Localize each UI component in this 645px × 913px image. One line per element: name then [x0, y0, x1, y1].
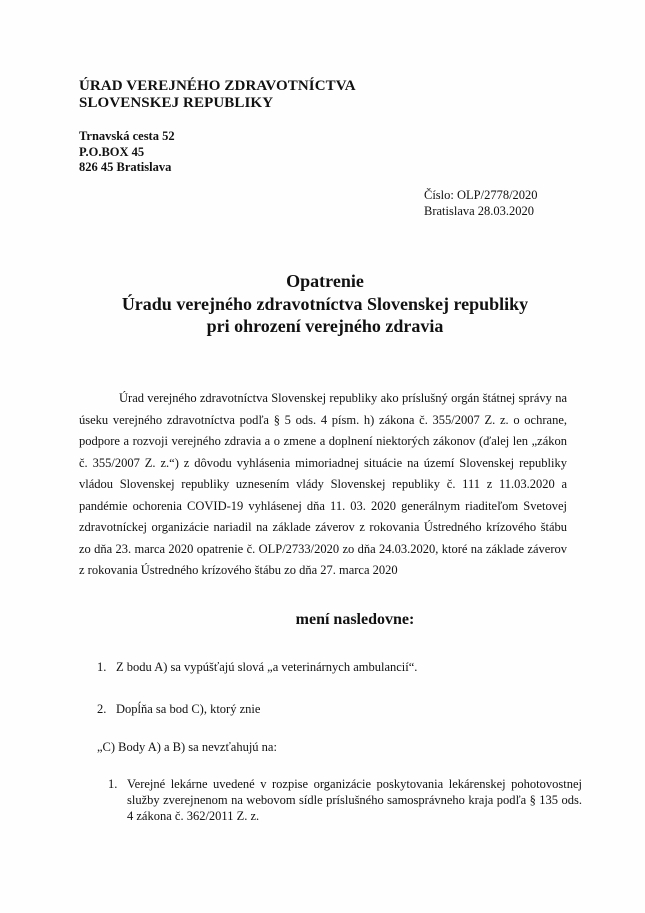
body-paragraph: Úrad verejného zdravotníctva Slovenskej republiky ako príslušný orgán štátnej správy na úseku verejného zdravotníctva podľa § 5 ods. 4 písm. h) zákona č. 355/2007 Z. z. o ochrane, podpore a rozvoji verejného zdravia a o zmene a doplnení niektorých zákonov (ďalej len „zákon č. 355/2007 Z. z.“) z dôvodu vyhlásenia mimoriadnej situácie na území Slovenskej republiky vládou Slovenskej republiky uznesením vlády Slovenskej republiky č. 111 z 11.03.2020 a pandémie ochorenia COVID-19 vyhlásenej dňa 11. 03. 2020 generálnym riaditeľom Svetovej zdravotníckej organizácie nariadil na základe záverov z rokovania Ústredného krízového štábu zo dňa 23. marca 2020 opatrenie č. OLP/2733/2020 zo dňa 24.03.2020, ktoré na základe záverov z rokovania Ústredného krízového štábu zo dňa 27. marca 2020	[79, 391, 567, 577]
sub-list-item	[108, 776, 582, 824]
title-line: pri ohrození verejného zdravia	[206, 316, 444, 336]
sub-list-item-text: Verejné lekárne uvedené v rozpise organizácie poskytovania lekárenskej pohotovostnej služby zverejnenom na webovom sídle príslušného samosprávneho kraja podľa § 135 ods. 4 zákona č. 362/2011 Z. z.	[127, 777, 582, 823]
address-pobox: P.O.BOX 45	[79, 144, 145, 159]
document-title	[60, 270, 590, 338]
list-item	[97, 660, 577, 676]
address-city: 826 45 Bratislava	[79, 160, 172, 174]
reference-number: Číslo: OLP/2778/2020	[424, 188, 538, 202]
list-item-text: Z bodu A) sa vypúšťajú slová „a veterinárnych ambulancií“.	[116, 660, 418, 674]
list-item-number: 1.	[97, 660, 107, 674]
document-reference	[424, 188, 538, 219]
list-item	[97, 702, 577, 718]
changes-heading: mení nasledovne:	[295, 611, 415, 628]
address-street: Trnavská cesta 52	[79, 129, 175, 143]
title-line: Opatrenie	[286, 271, 364, 291]
quote-intro: „C) Body A) a B) sa nevzťahujú na:	[97, 740, 277, 754]
organization-address	[79, 129, 175, 176]
list-item-number: 2.	[97, 702, 107, 716]
title-line: Úradu verejného zdravotníctva Slovenskej republiky	[121, 293, 529, 314]
reference-place-date: Bratislava 28.03.2020	[424, 203, 535, 218]
organization-line: ÚRAD VEREJNÉHO ZDRAVOTNÍCTVA	[79, 78, 356, 94]
organization-line: SLOVENSKEJ REPUBLIKY	[79, 95, 274, 111]
sub-list-item-number: 1.	[108, 777, 118, 791]
list-item-text: Dopĺňa sa bod C), ktorý znie	[116, 702, 261, 716]
organization-name	[79, 78, 356, 112]
